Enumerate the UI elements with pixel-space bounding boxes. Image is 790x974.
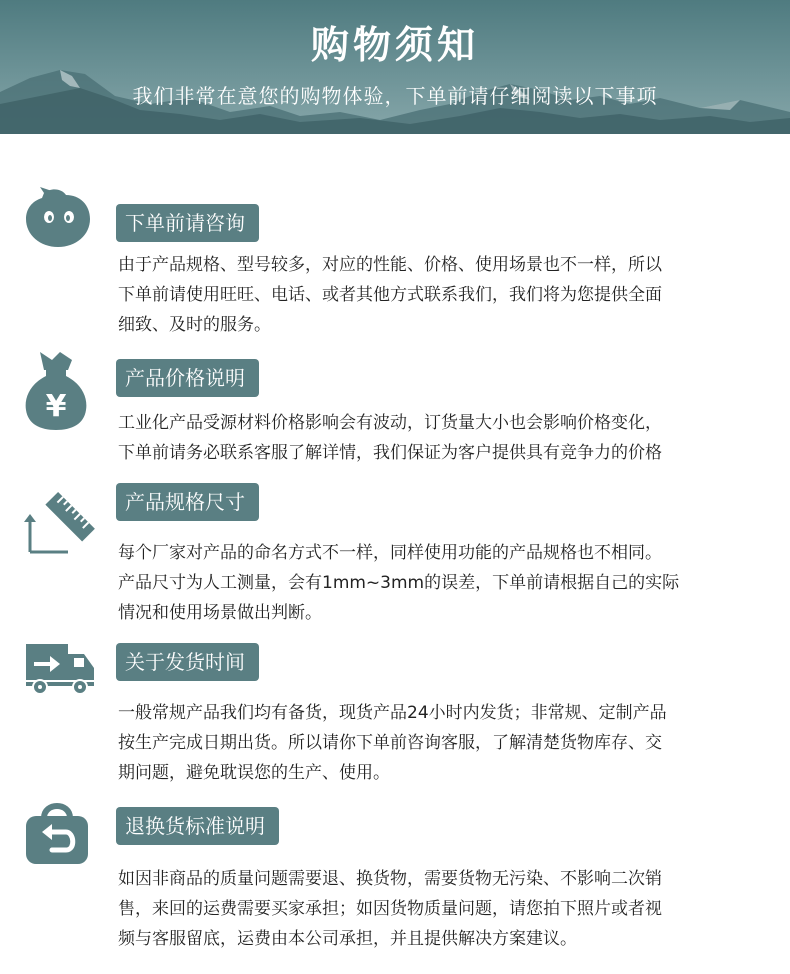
body-line: 细致、及时的服务。 [118, 315, 271, 335]
page-subtitle: 我们非常在意您的购物体验，下单前请仔细阅读以下事项 [132, 84, 658, 108]
page-title: 购物须知 [310, 23, 479, 67]
section-heading: 下单前请咨询 [116, 204, 259, 242]
body-line: 每个厂家对产品的命名方式不一样，同样使用功能的产品规格也不相同。 [118, 543, 662, 563]
body-line: 工业化产品受源材料价格影响会有波动，订货量大小也会影响价格变化， [118, 413, 662, 433]
return-bag-icon [22, 796, 92, 866]
section-heading: 关于发货时间 [116, 643, 259, 681]
section-body [118, 538, 718, 628]
header-banner [0, 0, 790, 134]
money-bag-icon [22, 350, 90, 432]
section-heading: 产品价格说明 [116, 359, 259, 397]
section-heading: 退换货标准说明 [116, 807, 279, 845]
delivery-truck-icon [22, 642, 98, 696]
section-body [118, 864, 718, 954]
body-line: 期问题，避免耽误您的生产、使用。 [118, 763, 390, 783]
body-line: 按生产完成日期出货。所以请你下单前咨询客服，了解清楚货物库存、交 [118, 733, 662, 753]
svg-text:¥: ¥ [45, 389, 67, 424]
body-line: 情况和使用场景做出判断。 [118, 603, 322, 623]
chat-bubble-icon [22, 187, 92, 255]
section-body [118, 698, 718, 788]
body-line: 下单前请务必联系客服了解详情，我们保证为客户提供具有竞争力的价格 [118, 443, 662, 463]
section-body [118, 250, 718, 340]
ruler-icon [22, 486, 98, 556]
section-heading: 产品规格尺寸 [116, 483, 259, 521]
body-line: 由于产品规格、型号较多，对应的性能、价格、使用场景也不一样，所以 [118, 255, 662, 275]
body-line: 如因非商品的质量问题需要退、换货物，需要货物无污染、不影响二次销 [118, 869, 662, 889]
body-line: 频与客服留底，运费由本公司承担，并且提供解决方案建议。 [118, 929, 577, 949]
section-body [118, 408, 718, 468]
body-line: 下单前请使用旺旺、电话、或者其他方式联系我们，我们将为您提供全面 [118, 285, 662, 305]
body-line: 产品尺寸为人工测量，会有1mm~3mm的误差，下单前请根据自己的实际 [118, 573, 680, 593]
body-line: 一般常规产品我们均有备货，现货产品24小时内发货；非常规、定制产品 [118, 703, 667, 723]
body-line: 售，来回的运费需要买家承担；如因货物质量问题，请您拍下照片或者视 [118, 899, 662, 919]
